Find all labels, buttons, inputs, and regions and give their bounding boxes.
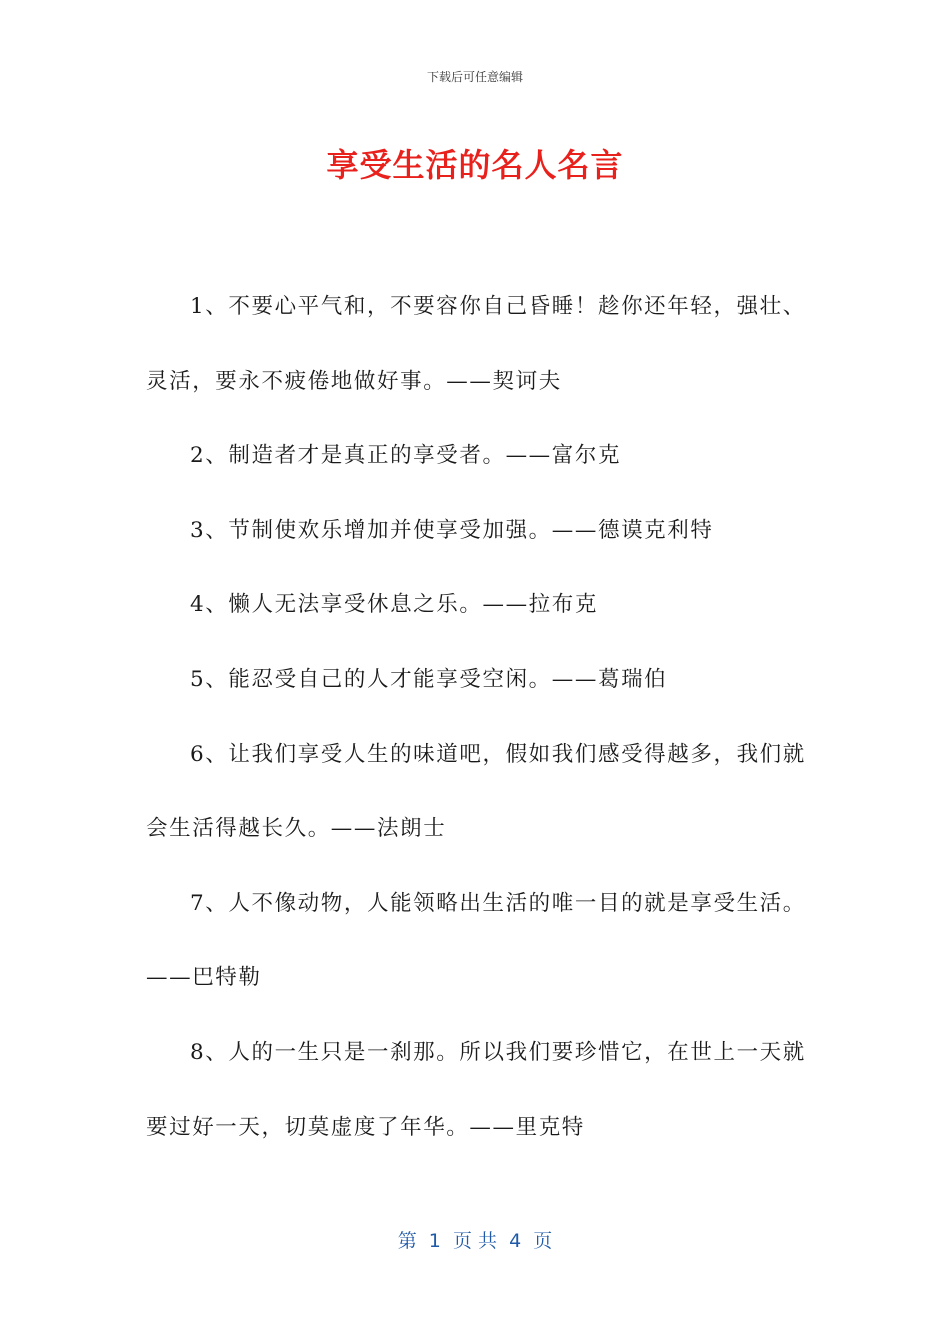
quote-list [146, 270, 826, 1165]
quote-item: 5、能忍受自己的人才能享受空闲。——葛瑞伯 [190, 666, 668, 692]
quote-item: 6、让我们享受人生的味道吧，假如我们感受得越多，我们就会生活得越长久。——法朗士 [146, 741, 806, 842]
document-title: 享受生活的名人名言 [326, 146, 624, 184]
quote-item: 3、节制使欢乐增加并使享受加强。——德谟克利特 [190, 517, 714, 543]
page-number-footer: 第 1 页 共 4 页 [397, 1230, 553, 1252]
quote-item: 7、人不像动物，人能领略出生活的唯一目的就是享受生活。——巴特勒 [146, 890, 806, 991]
quote-item: 2、制造者才是真正的享受者。——富尔克 [190, 443, 622, 469]
quote-item: 8、人的一生只是一刹那。所以我们要珍惜它，在世上一天就要过好一天，切莫虚度了年华。——里克特 [146, 1039, 806, 1140]
quote-item: 4、懒人无法享受休息之乐。——拉布克 [190, 592, 598, 618]
quote-item: 1、不要心平气和，不要容你自己昏睡！趁你还年轻，强壮、灵活，要永不疲倦地做好事。——契诃夫 [146, 294, 806, 394]
header-note: 下载后可任意编辑 [426, 70, 523, 84]
